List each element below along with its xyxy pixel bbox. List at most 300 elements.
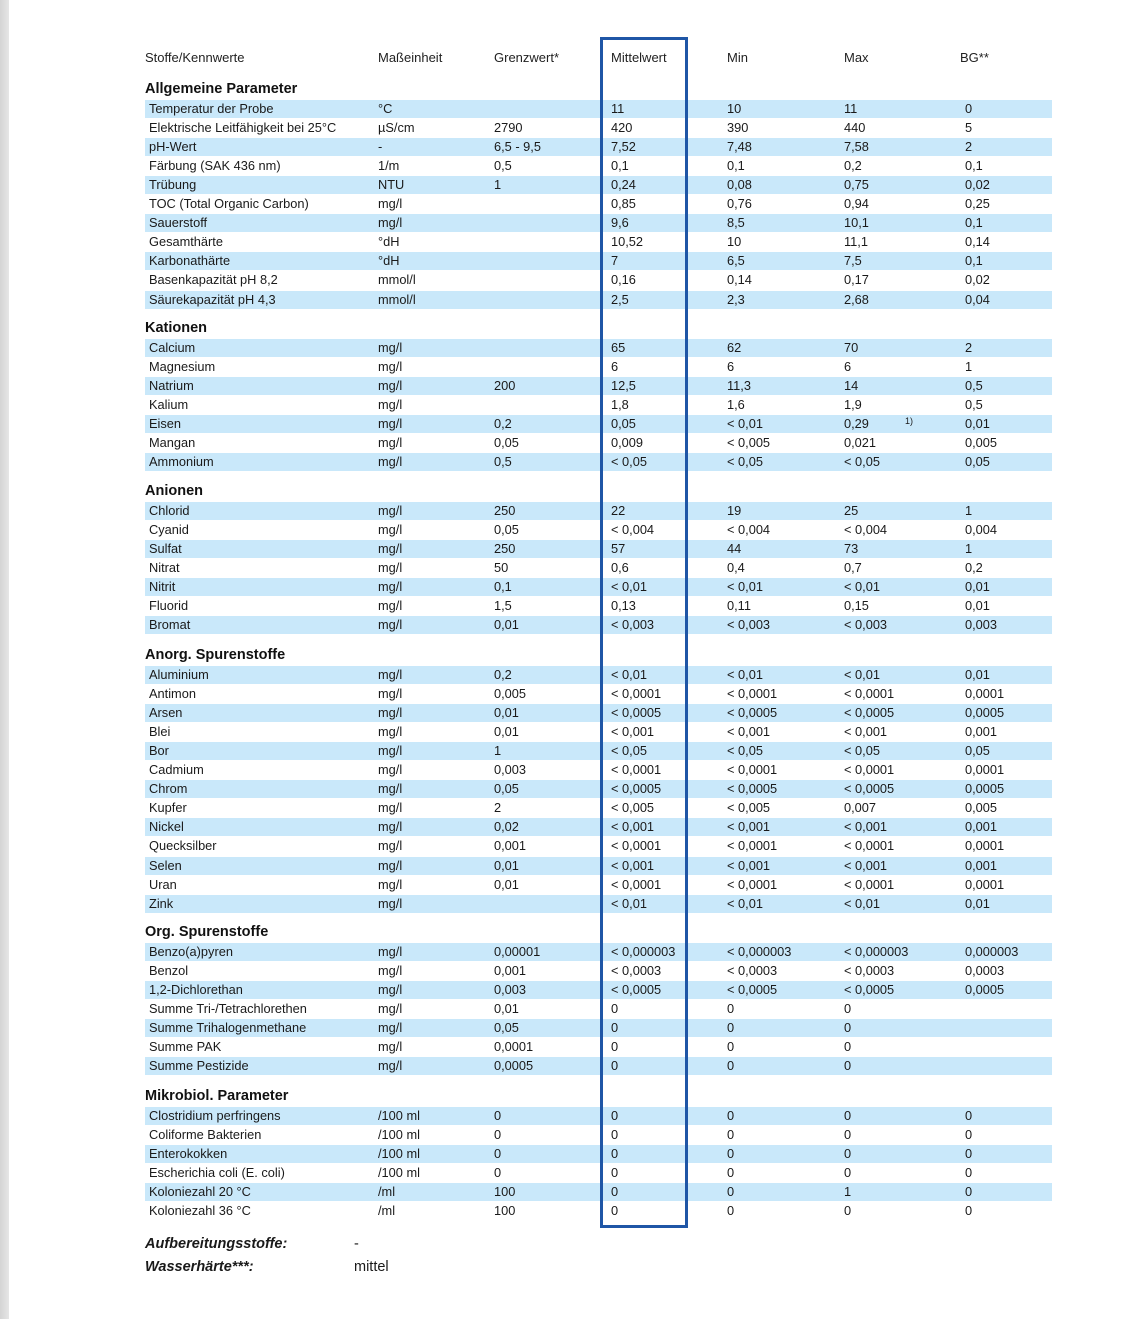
cell-limit: 0,01 — [494, 705, 519, 721]
cell-bg: 0,25 — [965, 196, 990, 212]
cell-unit: NTU — [378, 177, 405, 193]
cell-mean: 0 — [611, 1203, 619, 1219]
cell-bg: 0,000003 — [965, 944, 1019, 959]
table-row — [145, 100, 1052, 118]
cell-limit: 0,01 — [494, 724, 519, 740]
cell-max: 11 — [844, 101, 858, 116]
cell-min: < 0,05 — [727, 743, 763, 759]
cell-unit: /ml — [378, 1184, 396, 1200]
cell-mean: 0 — [611, 1108, 619, 1123]
cell-max: 10,1 — [844, 215, 869, 231]
cell-name: Summe Trihalogenmethane — [149, 1020, 307, 1036]
cell-bg: 0,0005 — [965, 781, 1005, 797]
cell-limit: 0,003 — [494, 982, 527, 998]
cell-max: 7,58 — [844, 139, 869, 155]
cell-max: < 0,000003 — [844, 944, 909, 959]
cell-limit: 0 — [494, 1108, 502, 1123]
cell-limit: 250 — [494, 541, 516, 557]
section-title: Mikrobiol. Parameter — [145, 1088, 289, 1104]
cell-max: 0 — [844, 1020, 852, 1036]
cell-mean: < 0,000003 — [611, 944, 676, 959]
cell-min: 62 — [727, 340, 742, 355]
cell-bg: 0,003 — [965, 617, 998, 633]
cell-max: < 0,01 — [844, 895, 880, 911]
cell-limit: 0,01 — [494, 1001, 519, 1017]
header-unit: Maßeinheit — [378, 50, 443, 65]
cell-mean: 0,1 — [611, 158, 629, 174]
cell-name: Ammonium — [149, 454, 214, 470]
cell-max: < 0,003 — [844, 617, 888, 633]
table-row — [145, 1164, 1052, 1182]
cell-bg: 0,001 — [965, 819, 998, 835]
cell-unit: mg/l — [378, 560, 403, 576]
cell-min: < 0,01 — [727, 667, 763, 682]
cell-min: < 0,001 — [727, 819, 771, 835]
cell-mean: 57 — [611, 541, 626, 557]
cell-mean: 7 — [611, 253, 619, 269]
cell-mean: 420 — [611, 120, 633, 136]
cell-min: 10 — [727, 234, 742, 250]
cell-bg: 0,01 — [965, 579, 990, 595]
cell-min: 0 — [727, 1058, 735, 1074]
cell-bg: 0 — [965, 1127, 973, 1143]
table-row — [145, 1038, 1052, 1056]
hardness-value: mittel — [354, 1259, 389, 1275]
cell-name: Koloniezahl 36 °C — [149, 1203, 251, 1219]
cell-unit: mg/l — [378, 963, 403, 979]
cell-limit: 100 — [494, 1184, 516, 1200]
cell-bg: 2 — [965, 340, 973, 355]
table-row — [145, 233, 1052, 251]
cell-bg: 0 — [965, 101, 973, 116]
cell-min: 0,11 — [727, 598, 751, 614]
table-row — [145, 396, 1052, 414]
cell-max: < 0,0001 — [844, 762, 895, 778]
cell-min: 0 — [727, 1146, 735, 1162]
cell-name: Selen — [149, 857, 182, 873]
cell-mean: 0 — [611, 1165, 619, 1181]
cell-unit: mg/l — [378, 982, 403, 998]
cell-mean: 0 — [611, 1020, 619, 1036]
cell-name: Zink — [149, 895, 174, 911]
cell-unit: /100 ml — [378, 1127, 420, 1143]
table-row — [145, 1145, 1052, 1163]
cell-min: < 0,001 — [727, 724, 771, 740]
cell-bg: 0,05 — [965, 743, 990, 759]
cell-name: Bromat — [149, 617, 191, 633]
table-row — [145, 415, 1052, 433]
table-row — [145, 742, 1052, 760]
cell-unit: mg/l — [378, 522, 403, 538]
cell-bg: 0,0001 — [965, 686, 1005, 702]
cell-limit: 0,00001 — [494, 944, 541, 959]
cell-name: Chrom — [149, 781, 188, 797]
cell-max: < 0,004 — [844, 522, 888, 538]
cell-min: < 0,01 — [727, 416, 763, 432]
cell-max: < 0,0003 — [844, 963, 895, 979]
table-row — [145, 540, 1052, 558]
hardness-label: Wasserhärte***: — [145, 1259, 254, 1275]
cell-bg: 0,01 — [965, 895, 990, 911]
cell-mean: 0,13 — [611, 598, 636, 614]
cell-limit: 0,2 — [494, 416, 512, 432]
cell-name: Kupfer — [149, 800, 187, 816]
table-row — [145, 704, 1052, 722]
table-row — [145, 291, 1052, 309]
cell-min: 0 — [727, 1001, 735, 1017]
cell-name: Aluminium — [149, 667, 209, 682]
table-row — [145, 453, 1052, 471]
cell-limit: 200 — [494, 378, 516, 394]
cell-unit: mmol/l — [378, 272, 416, 288]
table-row — [145, 876, 1052, 894]
cell-bg: 0,2 — [965, 560, 983, 576]
cell-min: < 0,05 — [727, 454, 763, 470]
cell-limit: 1,5 — [494, 598, 512, 614]
cell-unit: °dH — [378, 253, 400, 269]
section-title: Org. Spurenstoffe — [145, 924, 269, 940]
cell-min: 0 — [727, 1184, 735, 1200]
cell-max: 0,75 — [844, 177, 869, 193]
cell-min: 11,3 — [727, 378, 751, 394]
cell-name: Blei — [149, 724, 171, 740]
cell-unit: mg/l — [378, 378, 403, 394]
cell-bg: 0,04 — [965, 291, 990, 307]
table-row — [145, 521, 1052, 539]
cell-unit: mg/l — [378, 724, 403, 740]
cell-unit: mg/l — [378, 340, 403, 355]
table-row — [145, 138, 1052, 156]
cell-name: Cadmium — [149, 762, 204, 778]
cell-bg: 0,001 — [965, 857, 998, 873]
cell-name: Nitrit — [149, 579, 176, 595]
table-row — [145, 252, 1052, 270]
cell-max: 0 — [844, 1108, 852, 1123]
cell-unit: mg/l — [378, 743, 403, 759]
table-row — [145, 434, 1052, 452]
table-row — [145, 559, 1052, 577]
cell-limit: 0 — [494, 1165, 502, 1181]
cell-max: 0 — [844, 1146, 852, 1162]
table-row — [145, 780, 1052, 798]
cell-bg: 1 — [965, 541, 973, 557]
cell-unit: mg/l — [378, 416, 403, 432]
cell-unit: mg/l — [378, 598, 403, 614]
cell-min: 6,5 — [727, 253, 745, 269]
cell-name: Enterokokken — [149, 1146, 228, 1162]
cell-name: Säurekapazität pH 4,3 — [149, 291, 276, 307]
cell-max: 6 — [844, 359, 852, 375]
cell-mean: 0 — [611, 1058, 619, 1074]
table-row — [145, 1107, 1052, 1125]
cell-mean: 6 — [611, 359, 619, 375]
section-title: Kationen — [145, 320, 208, 336]
cell-unit: mg/l — [378, 359, 403, 375]
cell-min: 0 — [727, 1020, 735, 1036]
cell-bg: 1 — [965, 503, 973, 518]
cell-unit: mg/l — [378, 667, 403, 682]
cell-unit: mg/l — [378, 944, 403, 959]
cell-name: Clostridium perfringens — [149, 1108, 281, 1123]
cell-mean: 11 — [611, 101, 625, 116]
cell-mean: < 0,0005 — [611, 705, 662, 721]
cell-bg: 0,0005 — [965, 705, 1005, 721]
cell-min: < 0,0003 — [727, 963, 778, 979]
cell-limit: 50 — [494, 560, 509, 576]
cell-unit: mg/l — [378, 686, 403, 702]
table-row — [145, 1000, 1052, 1018]
cell-unit: mg/l — [378, 617, 403, 633]
cell-mean: < 0,004 — [611, 522, 655, 538]
cell-bg: 0,1 — [965, 158, 983, 174]
cell-name: Bor — [149, 743, 169, 759]
cell-mean: < 0,001 — [611, 819, 655, 835]
cell-bg: 5 — [965, 120, 973, 136]
cell-max: 2,68 — [844, 291, 869, 307]
cell-unit: mg/l — [378, 819, 403, 835]
cell-unit: mg/l — [378, 435, 403, 451]
treatment-label: Aufbereitungsstoffe: — [145, 1236, 288, 1252]
table-row — [145, 119, 1052, 137]
cell-unit: mg/l — [378, 397, 403, 413]
section-title: Anorg. Spurenstoffe — [145, 647, 286, 663]
cell-min: < 0,001 — [727, 857, 771, 873]
cell-mean: 12,5 — [611, 378, 636, 394]
cell-bg: 0,005 — [965, 800, 998, 816]
cell-limit: 0,0001 — [494, 1039, 534, 1055]
section-title: Allgemeine Parameter — [145, 81, 298, 97]
cell-min: < 0,0001 — [727, 762, 778, 778]
cell-bg: 0,0003 — [965, 963, 1005, 979]
cell-unit: mg/l — [378, 895, 403, 911]
header-mean: Mittelwert — [611, 50, 667, 65]
cell-mean: 7,52 — [611, 139, 636, 155]
cell-bg: 0,0001 — [965, 838, 1005, 854]
cell-min: < 0,0005 — [727, 982, 778, 998]
table-row — [145, 195, 1052, 213]
cell-min: < 0,005 — [727, 800, 771, 816]
cell-mean: < 0,005 — [611, 800, 655, 816]
cell-bg: 0,0001 — [965, 762, 1005, 778]
table-row — [145, 377, 1052, 395]
treatment-value: - — [354, 1236, 359, 1252]
cell-limit: 0,01 — [494, 617, 519, 633]
cell-bg: 0,01 — [965, 667, 990, 682]
cell-max: 0 — [844, 1127, 852, 1143]
cell-mean: 9,6 — [611, 215, 629, 231]
cell-max: < 0,0001 — [844, 876, 895, 892]
cell-bg: 0,01 — [965, 416, 990, 432]
cell-unit: - — [378, 139, 383, 155]
header-limit: Grenzwert* — [494, 50, 560, 65]
table-row — [145, 616, 1052, 634]
cell-min: < 0,004 — [727, 522, 771, 538]
cell-unit: mg/l — [378, 1039, 403, 1055]
cell-name: Temperatur der Probe — [149, 101, 274, 116]
header-bg: BG** — [960, 50, 989, 65]
cell-name: Elektrische Leitfähigkeit bei 25°C — [149, 120, 337, 136]
cell-name: Färbung (SAK 436 nm) — [149, 158, 281, 174]
cell-min: 19 — [727, 503, 742, 518]
cell-mean: 0 — [611, 1184, 619, 1200]
cell-unit: °dH — [378, 234, 400, 250]
cell-limit: 0,0005 — [494, 1058, 534, 1074]
cell-mean: 0 — [611, 1039, 619, 1055]
cell-min: 0 — [727, 1108, 735, 1123]
cell-name: Karbonathärte — [149, 253, 231, 269]
cell-max: 0 — [844, 1165, 852, 1181]
cell-unit: mg/l — [378, 876, 403, 892]
cell-max: 70 — [844, 340, 859, 355]
cell-min: 0,1 — [727, 158, 745, 174]
cell-mean: < 0,003 — [611, 617, 655, 633]
cell-max: < 0,0005 — [844, 781, 895, 797]
cell-name: Natrium — [149, 378, 194, 394]
table-row — [145, 666, 1052, 684]
cell-bg: 0,1 — [965, 253, 983, 269]
cell-mean: < 0,01 — [611, 667, 647, 682]
cell-limit: 0 — [494, 1146, 502, 1162]
cell-name: Quecksilber — [149, 838, 217, 854]
cell-bg: 0 — [965, 1184, 973, 1200]
cell-mean: < 0,0001 — [611, 838, 662, 854]
table-row — [145, 339, 1052, 357]
cell-mean: 0 — [611, 1146, 619, 1162]
cell-unit: mg/l — [378, 503, 403, 518]
cell-min: 0 — [727, 1127, 735, 1143]
cell-limit: 0,1 — [494, 579, 512, 595]
section-title: Anionen — [145, 483, 203, 499]
cell-name: Summe PAK — [149, 1039, 222, 1055]
cell-name: Arsen — [149, 705, 183, 721]
cell-unit: mg/l — [378, 857, 403, 873]
cell-unit: /100 ml — [378, 1108, 420, 1123]
cell-min: 0,08 — [727, 177, 752, 193]
cell-mean: < 0,0001 — [611, 876, 662, 892]
page-gutter — [0, 0, 9, 1319]
cell-max: 0,17 — [844, 272, 869, 288]
cell-min: 0 — [727, 1203, 735, 1219]
cell-limit: 0,003 — [494, 762, 527, 778]
cell-unit: 1/m — [378, 158, 400, 174]
cell-mean: < 0,0001 — [611, 762, 662, 778]
cell-mean: 0,05 — [611, 416, 636, 432]
cell-max: 0 — [844, 1001, 852, 1017]
cell-name: Magnesium — [149, 359, 216, 375]
cell-min: 0,76 — [727, 196, 752, 212]
cell-bg: 0,14 — [965, 234, 990, 250]
cell-min: 10 — [727, 101, 742, 116]
cell-min: 7,48 — [727, 139, 752, 155]
table-row — [145, 214, 1052, 232]
cell-limit: 0,005 — [494, 686, 527, 702]
cell-limit: 6,5 - 9,5 — [494, 139, 541, 155]
cell-mean: 22 — [611, 503, 626, 518]
cell-unit: mg/l — [378, 1020, 403, 1036]
cell-limit: 0,05 — [494, 522, 519, 538]
cell-unit: mg/l — [378, 838, 403, 854]
cell-limit: 0,02 — [494, 819, 519, 835]
cell-name: Nitrat — [149, 560, 180, 576]
cell-max: 440 — [844, 120, 866, 136]
cell-min: 0 — [727, 1039, 735, 1055]
table-row — [145, 723, 1052, 741]
cell-min: 44 — [727, 541, 742, 557]
cell-limit: 0,001 — [494, 963, 527, 979]
table-row — [145, 502, 1052, 520]
table-row — [145, 761, 1052, 779]
cell-name: Koloniezahl 20 °C — [149, 1184, 251, 1200]
cell-min: < 0,0005 — [727, 781, 778, 797]
cell-name: Trübung — [149, 177, 197, 193]
cell-mean: < 0,01 — [611, 895, 647, 911]
cell-min: 390 — [727, 120, 749, 136]
cell-max: 0 — [844, 1058, 852, 1074]
cell-mean: 1,8 — [611, 397, 629, 413]
cell-limit: 0,01 — [494, 857, 519, 873]
cell-name: Mangan — [149, 435, 196, 451]
cell-name: Antimon — [149, 686, 196, 702]
cell-max: 73 — [844, 541, 859, 557]
cell-mean: < 0,0005 — [611, 781, 662, 797]
cell-min: < 0,01 — [727, 579, 763, 595]
cell-limit: 0,001 — [494, 838, 527, 854]
table-row — [145, 176, 1052, 194]
cell-mean: 65 — [611, 340, 626, 355]
cell-bg: 0 — [965, 1108, 973, 1123]
cell-bg: 0 — [965, 1146, 973, 1162]
cell-mean: < 0,01 — [611, 579, 647, 595]
cell-max: 0,29 — [844, 416, 869, 432]
cell-limit: 0,05 — [494, 435, 519, 451]
cell-min: < 0,0005 — [727, 705, 778, 721]
table-row — [145, 358, 1052, 376]
cell-max: < 0,01 — [844, 667, 880, 682]
cell-limit: 0 — [494, 1127, 502, 1143]
cell-name: Escherichia coli (E. coli) — [149, 1165, 285, 1181]
cell-name: Summe Tri-/Tetrachlorethen — [149, 1001, 307, 1017]
cell-min: < 0,01 — [727, 895, 763, 911]
cell-min: 8,5 — [727, 215, 745, 231]
cell-max: 1 — [844, 1184, 852, 1200]
cell-max: 25 — [844, 503, 859, 518]
cell-min: < 0,0001 — [727, 876, 778, 892]
cell-limit: 0,5 — [494, 158, 512, 174]
cell-name: Fluorid — [149, 598, 189, 614]
cell-max: 0 — [844, 1039, 852, 1055]
cell-bg: 0,005 — [965, 435, 998, 451]
footnote-marker: 1) — [905, 416, 914, 427]
cell-mean: < 0,05 — [611, 743, 647, 759]
cell-bg: 0 — [965, 1203, 973, 1219]
cell-min: 2,3 — [727, 291, 745, 307]
cell-unit: mg/l — [378, 196, 403, 212]
cell-mean: < 0,0001 — [611, 686, 662, 702]
cell-max: < 0,001 — [844, 819, 888, 835]
cell-mean: < 0,0005 — [611, 982, 662, 998]
cell-min: 0,4 — [727, 560, 745, 576]
table-row — [145, 1202, 1052, 1220]
cell-max: < 0,01 — [844, 579, 880, 595]
cell-name: pH-Wert — [149, 139, 197, 155]
cell-bg: 0,01 — [965, 598, 990, 614]
cell-mean: 0,6 — [611, 560, 629, 576]
cell-bg: 0,1 — [965, 215, 983, 231]
cell-bg: 0,5 — [965, 397, 983, 413]
cell-name: Cyanid — [149, 522, 189, 538]
cell-mean: 0 — [611, 1127, 619, 1143]
table-row — [145, 597, 1052, 615]
